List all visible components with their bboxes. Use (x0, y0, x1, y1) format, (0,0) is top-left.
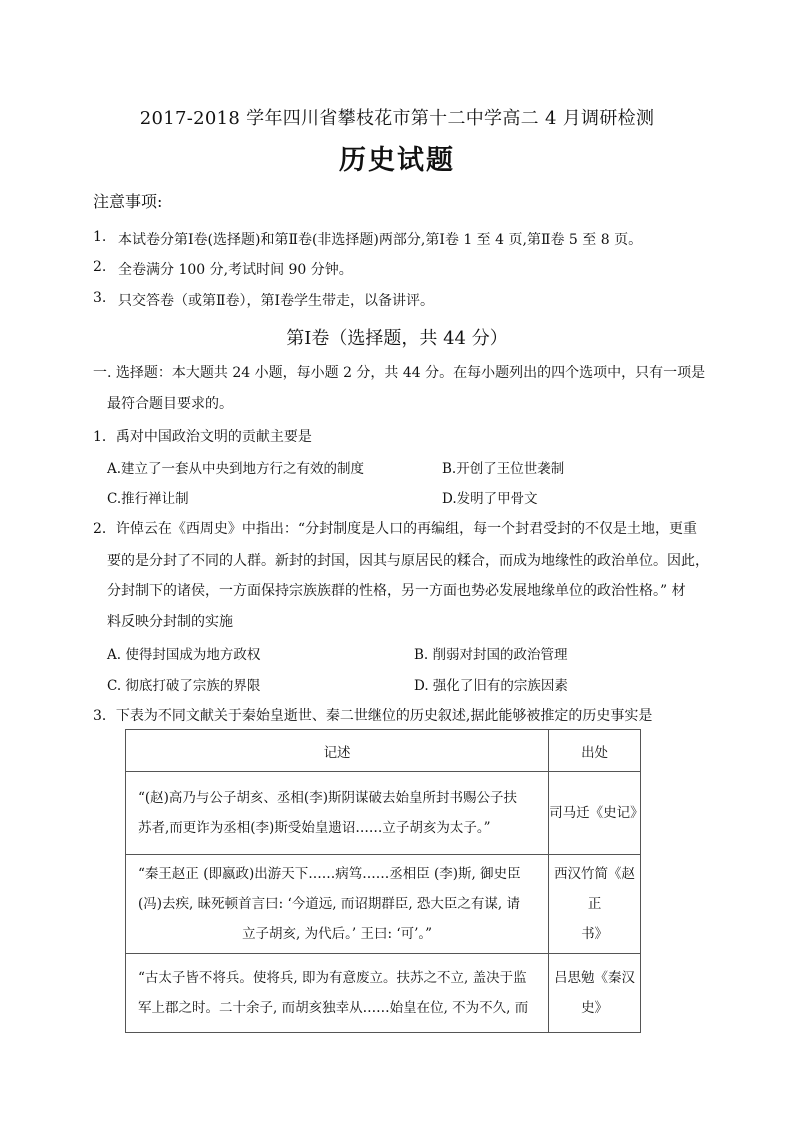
record-line: 军上郡之时。二十余子, 而胡亥独幸从……始皇在位, 不为不久, 而 (138, 1000, 529, 1016)
source-line: 书》 (581, 926, 609, 942)
question-1-option-b: B.开创了王位世袭制 (442, 461, 565, 477)
section-intro-line-1: 一. 选择题：本大题共 24 小题，每小题 2 分，共 44 分。在每小题列出的四个选项中，只有一项是 (93, 365, 706, 381)
sources-table (125, 729, 644, 1033)
notice-item-1-number: 1. (93, 229, 107, 245)
section-intro-line-2: 最符合题目要求的。 (107, 396, 233, 412)
source-line: 西汉竹简《赵正 (554, 866, 636, 912)
notice-item-3-text: 只交答卷（或第Ⅱ卷），第Ⅰ卷学生带走，以备讲评。 (118, 293, 435, 309)
table-row (126, 954, 641, 1033)
question-1-option-a: A.建立了一套从中央到地方行之有效的制度 (107, 461, 365, 477)
question-2-stem-line-2: 要的是分封了不同的人群。新封的封国，因其与原居民的糅合，而成为地缘性的政治单位。因此， (107, 553, 709, 569)
source-cell (549, 855, 641, 954)
record-line: 苏者,而更诈为丞相(李)斯受始皇遗诏……立子胡亥为太子。” (138, 820, 491, 836)
notice-item-3-number: 3. (93, 290, 107, 306)
question-2-option-c: C. 彻底打破了宗族的界限 (107, 678, 261, 694)
exam-title-line: 2017-2018 学年四川省攀枝花市第十二中学高二 4 月调研检测 (139, 108, 655, 129)
header-record: 记述 (126, 730, 549, 772)
source-line: 司马迁《史记》 (549, 805, 644, 821)
table-row (126, 855, 641, 954)
table-row (126, 772, 641, 855)
notice-item-2-number: 2. (93, 259, 107, 275)
notice-item-1-text: 本试卷分第Ⅰ卷(选择题)和第Ⅱ卷(非选择题)两部分,第Ⅰ卷 1 至 4 页,第Ⅱ卷 5 至 8 页。 (118, 232, 643, 248)
record-line: “古太子皆不将兵。使将兵, 即为有意废立。扶苏之不立, 盖决于监 (138, 970, 527, 986)
question-1-stem: 1．禹对中国政治文明的贡献主要是 (93, 429, 312, 445)
question-1-option-c: C.推行禅让制 (107, 491, 189, 507)
record-line: (冯)去疾, 昧死顿首言曰: ‘今道远, 而诏期群臣, 恐大臣之有谋, 请 (138, 896, 520, 912)
question-3-stem: 3．下表为不同文献关于秦始皇逝世、秦二世继位的历史叙述,据此能够被推定的历史事实是 (93, 708, 653, 724)
question-2-stem-line-1: 2．许倬云在《西周史》中指出：“分封制度是人口的再编组，每一个封君受封的不仅是土地，更重 (93, 521, 698, 537)
question-2-option-a: A. 使得封国成为地方政权 (107, 647, 261, 663)
notice-heading: 注意事项: (93, 192, 163, 211)
question-2-option-b: B. 削弱对封国的政治管理 (414, 647, 568, 663)
question-1-option-d: D.发明了甲骨文 (442, 491, 538, 507)
question-2-option-d: D. 强化了旧有的宗族因素 (414, 678, 568, 694)
record-cell (126, 772, 549, 855)
question-2-stem-line-3: 分封制下的诸侯，一方面保持宗族族群的性格，另一方面也势必发展地缘单位的政治性格。” 材 (107, 583, 686, 599)
source-line: 吕思勉《秦汉史》 (554, 970, 636, 1016)
table-header-row (126, 730, 641, 772)
record-cell (126, 954, 549, 1033)
header-source: 出处 (549, 730, 641, 772)
source-cell (549, 954, 641, 1033)
question-2-stem-line-4: 料反映分封制的实施 (107, 614, 233, 630)
source-cell (549, 772, 644, 855)
notice-item-2-text: 全卷满分 100 分,考试时间 90 分钟。 (118, 262, 353, 278)
record-line: “秦王赵正 (即嬴政)出游天下……病笃……丞相臣 (李)斯, 御史臣 (138, 866, 521, 882)
subject-title: 历史试题 (339, 145, 455, 176)
record-cell (126, 855, 549, 954)
record-line: “(赵)高乃与公子胡亥、丞相(李)斯阴谋破去始皇所封书赐公子扶 (138, 790, 517, 806)
record-line: 立子胡亥, 为代后。’ 王曰: ‘可’。” (242, 926, 433, 942)
section-title: 第Ⅰ卷（选择题，共 44 分） (286, 328, 508, 349)
